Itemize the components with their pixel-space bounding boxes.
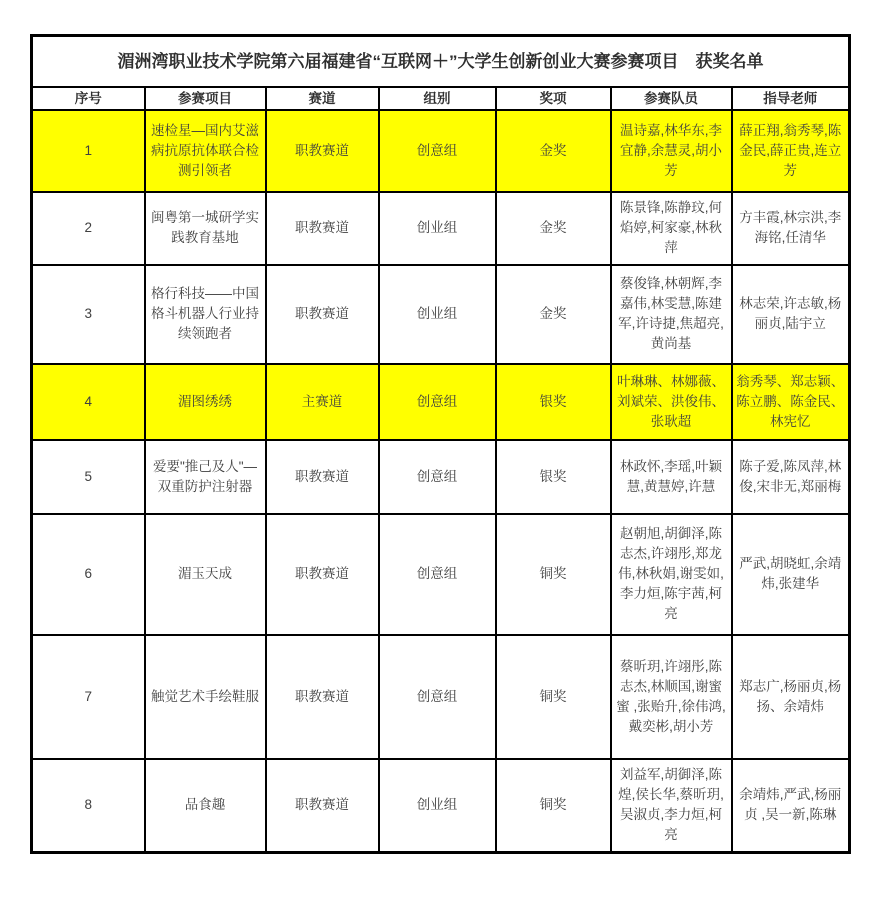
table-row	[32, 759, 850, 853]
awards-table	[30, 34, 851, 854]
table-row	[32, 440, 850, 514]
cell-project: 爱要"推己及人"—双重防护注射器	[145, 440, 266, 514]
cell-track: 职教赛道	[266, 635, 379, 759]
cell-project: 格行科技——中国格斗机器人行业持续领跑者	[145, 265, 266, 364]
cell-track: 职教赛道	[266, 265, 379, 364]
cell-teachers: 林志荣,许志敏,杨丽贞,陆宇立	[732, 265, 850, 364]
cell-members: 温诗嘉,林华东,李宜静,余慧灵,胡小芳	[611, 110, 732, 192]
cell-no: 2	[32, 192, 145, 265]
cell-members: 林政怀,李瑶,叶颖慧,黄慧婷,许慧	[611, 440, 732, 514]
col-header-project: 参赛项目	[145, 87, 266, 110]
cell-award: 铜奖	[496, 514, 611, 635]
cell-teachers: 翁秀琴、郑志颖、陈立鹏、陈金民、林宪忆	[732, 364, 850, 440]
cell-project: 湄玉天成	[145, 514, 266, 635]
cell-teachers: 余靖炜,严武,杨丽贞 ,吴一新,陈琳	[732, 759, 850, 853]
cell-group: 创意组	[379, 440, 496, 514]
col-header-track: 赛道	[266, 87, 379, 110]
cell-group: 创意组	[379, 110, 496, 192]
col-header-teachers: 指导老师	[732, 87, 850, 110]
cell-no: 3	[32, 265, 145, 364]
cell-award: 银奖	[496, 440, 611, 514]
table-row	[32, 514, 850, 635]
col-header-group: 组别	[379, 87, 496, 110]
cell-no: 8	[32, 759, 145, 853]
cell-award: 金奖	[496, 192, 611, 265]
cell-group: 创意组	[379, 364, 496, 440]
cell-group: 创意组	[379, 514, 496, 635]
cell-project: 速检星—国内艾滋病抗原抗体联合检测引领者	[145, 110, 266, 192]
cell-no: 7	[32, 635, 145, 759]
cell-group: 创业组	[379, 265, 496, 364]
cell-track: 职教赛道	[266, 110, 379, 192]
cell-track: 职教赛道	[266, 514, 379, 635]
title-row	[32, 36, 850, 87]
cell-group: 创意组	[379, 635, 496, 759]
cell-members: 蔡俊锋,林朝辉,李嘉伟,林雯慧,陈建军,许诗捷,焦超亮,黄尚基	[611, 265, 732, 364]
awards-table-container	[30, 34, 848, 854]
cell-members: 陈景锋,陈静玟,何焰婷,柯家豪,林秋萍	[611, 192, 732, 265]
cell-group: 创业组	[379, 759, 496, 853]
cell-teachers: 郑志广,杨丽贞,杨扬、余靖炜	[732, 635, 850, 759]
cell-track: 职教赛道	[266, 759, 379, 853]
cell-teachers: 薛正翔,翁秀琴,陈金民,薛正贵,连立芳	[732, 110, 850, 192]
table-row	[32, 635, 850, 759]
cell-project: 湄图绣绣	[145, 364, 266, 440]
col-header-award: 奖项	[496, 87, 611, 110]
col-header-members: 参赛队员	[611, 87, 732, 110]
cell-members: 叶琳琳、林娜薇、刘斌荣、洪俊伟、张耿超	[611, 364, 732, 440]
cell-project: 品食趣	[145, 759, 266, 853]
cell-members: 赵朝旭,胡御泽,陈志杰,许翊彤,郑龙伟,林秋娟,谢雯如,李力烜,陈宇茜,柯亮	[611, 514, 732, 635]
cell-award: 银奖	[496, 364, 611, 440]
cell-teachers: 严武,胡晓虹,余靖炜,张建华	[732, 514, 850, 635]
table-row	[32, 364, 850, 440]
cell-teachers: 方丰霞,林宗洪,李海铭,任清华	[732, 192, 850, 265]
table-row	[32, 192, 850, 265]
cell-award: 金奖	[496, 110, 611, 192]
cell-members: 刘益军,胡御泽,陈煌,侯长华,蔡昕玥,吴淑贞,李力烜,柯亮	[611, 759, 732, 853]
cell-track: 职教赛道	[266, 440, 379, 514]
table-title: 湄洲湾职业技术学院第六届福建省“互联网＋”大学生创新创业大赛参赛项目 获奖名单	[32, 36, 850, 87]
cell-project: 闽粤第一城研学实践教育基地	[145, 192, 266, 265]
cell-track: 职教赛道	[266, 192, 379, 265]
cell-no: 5	[32, 440, 145, 514]
cell-award: 金奖	[496, 265, 611, 364]
table-row	[32, 110, 850, 192]
table-row	[32, 265, 850, 364]
cell-award: 铜奖	[496, 635, 611, 759]
cell-teachers: 陈子爱,陈凤萍,林俊,宋非无,郑丽梅	[732, 440, 850, 514]
cell-project: 触觉艺术手绘鞋服	[145, 635, 266, 759]
cell-no: 4	[32, 364, 145, 440]
cell-members: 蔡昕玥,许翊彤,陈志杰,林顺国,谢蜜蜜 ,张贻升,徐伟鸿,戴奕彬,胡小芳	[611, 635, 732, 759]
header-row	[32, 87, 850, 110]
cell-award: 铜奖	[496, 759, 611, 853]
col-header-no: 序号	[32, 87, 145, 110]
cell-track: 主赛道	[266, 364, 379, 440]
cell-group: 创业组	[379, 192, 496, 265]
cell-no: 1	[32, 110, 145, 192]
cell-no: 6	[32, 514, 145, 635]
